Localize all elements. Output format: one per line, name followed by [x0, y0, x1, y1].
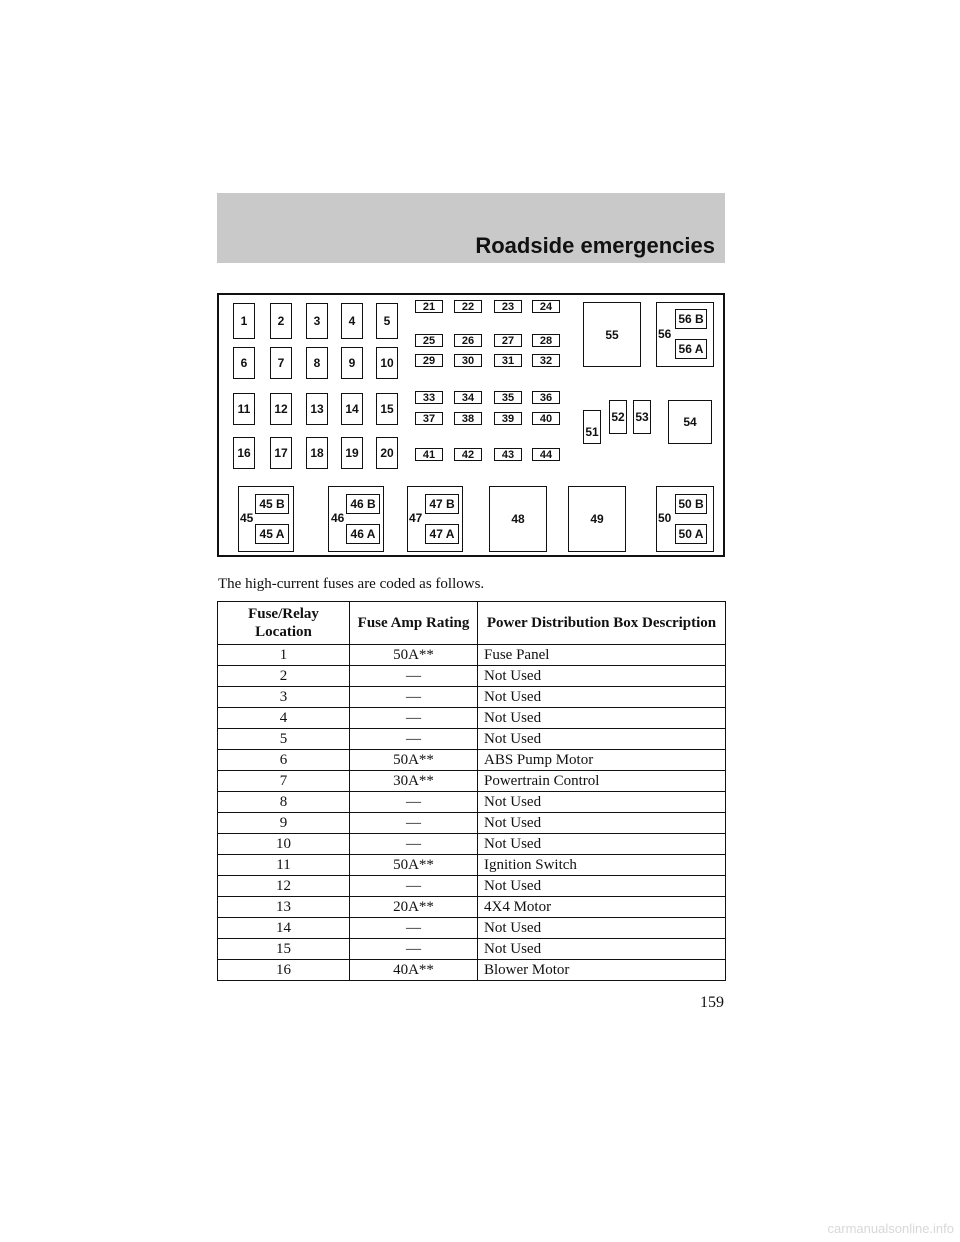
mini-fuse-39: 39 — [494, 412, 522, 425]
fuse-20: 20 — [376, 437, 398, 469]
relay-45a: 45 A — [255, 524, 289, 544]
cell-description: Blower Motor — [478, 960, 726, 981]
cell-amp-rating: — — [350, 834, 478, 855]
cell-amp-rating: 20A** — [350, 897, 478, 918]
table-row — [218, 960, 726, 981]
relay-56a: 56 A — [675, 339, 707, 359]
table-row — [218, 813, 726, 834]
relay-46-label: 46 — [331, 511, 345, 525]
table-row — [218, 750, 726, 771]
table-row — [218, 939, 726, 960]
section-header — [217, 193, 725, 263]
fuse-13: 13 — [306, 393, 328, 425]
table-row — [218, 687, 726, 708]
cell-description: ABS Pump Motor — [478, 750, 726, 771]
cell-description: Not Used — [478, 792, 726, 813]
relay-50-label: 50 — [658, 511, 672, 525]
table-row — [218, 834, 726, 855]
mini-fuse-32: 32 — [532, 354, 560, 367]
footer-watermark: carmanualsonline.info — [827, 1221, 954, 1236]
mini-fuse-30: 30 — [454, 354, 482, 367]
cell-location: 14 — [218, 918, 350, 939]
relay-56b: 56 B — [675, 309, 707, 329]
mini-fuse-21: 21 — [415, 300, 443, 313]
relay-46b: 46 B — [346, 494, 380, 514]
cell-description: Powertrain Control — [478, 771, 726, 792]
cell-amp-rating: — — [350, 876, 478, 897]
mini-fuse-40: 40 — [532, 412, 560, 425]
cell-description: Not Used — [478, 939, 726, 960]
fuse-8: 8 — [306, 347, 328, 379]
cell-amp-rating: — — [350, 792, 478, 813]
table-row — [218, 918, 726, 939]
mini-fuse-26: 26 — [454, 334, 482, 347]
cell-amp-rating: 50A** — [350, 645, 478, 666]
fuse-14: 14 — [341, 393, 363, 425]
cell-location: 11 — [218, 855, 350, 876]
mini-fuse-33: 33 — [415, 391, 443, 404]
header-amp-rating: Fuse Amp Rating — [350, 602, 478, 645]
mini-fuse-41: 41 — [415, 448, 443, 461]
table-row — [218, 645, 726, 666]
cell-amp-rating: — — [350, 666, 478, 687]
cell-location: 13 — [218, 897, 350, 918]
mini-fuse-43: 43 — [494, 448, 522, 461]
fuse-box-diagram — [217, 293, 725, 557]
fuse-4: 4 — [341, 303, 363, 339]
cell-location: 8 — [218, 792, 350, 813]
cell-amp-rating: — — [350, 729, 478, 750]
cell-location: 12 — [218, 876, 350, 897]
cell-description: Not Used — [478, 687, 726, 708]
cell-description: Not Used — [478, 918, 726, 939]
fuse-table — [217, 601, 726, 981]
fuse-16: 16 — [233, 437, 255, 469]
mini-fuse-22: 22 — [454, 300, 482, 313]
table-row — [218, 897, 726, 918]
cell-amp-rating: 50A** — [350, 855, 478, 876]
cell-amp-rating: 50A** — [350, 750, 478, 771]
intro-text: The high-current fuses are coded as follows. — [218, 576, 485, 592]
table-row — [218, 708, 726, 729]
relay-47b: 47 B — [425, 494, 459, 514]
cell-description: Not Used — [478, 708, 726, 729]
relay-55: 55 — [583, 302, 641, 367]
cell-description: Not Used — [478, 666, 726, 687]
cell-location: 10 — [218, 834, 350, 855]
cell-amp-rating: — — [350, 939, 478, 960]
mini-fuse-24: 24 — [532, 300, 560, 313]
mini-fuse-31: 31 — [494, 354, 522, 367]
mini-fuse-34: 34 — [454, 391, 482, 404]
mini-fuse-42: 42 — [454, 448, 482, 461]
cell-location: 3 — [218, 687, 350, 708]
relay-49: 49 — [568, 486, 626, 552]
fuse-18: 18 — [306, 437, 328, 469]
fuse-9: 9 — [341, 347, 363, 379]
relay-53: 53 — [633, 400, 651, 434]
fuse-5: 5 — [376, 303, 398, 339]
relay-52: 52 — [609, 400, 627, 434]
cell-location: 1 — [218, 645, 350, 666]
cell-description: Ignition Switch — [478, 855, 726, 876]
section-title: Roadside emergencies — [475, 233, 715, 258]
relay-50a: 50 A — [675, 524, 707, 544]
mini-fuse-27: 27 — [494, 334, 522, 347]
table-row — [218, 666, 726, 687]
fuse-table-body — [218, 645, 726, 981]
fuse-15: 15 — [376, 393, 398, 425]
relay-45b: 45 B — [255, 494, 289, 514]
mini-fuse-38: 38 — [454, 412, 482, 425]
relay-51: 51 — [583, 410, 601, 444]
cell-location: 5 — [218, 729, 350, 750]
table-header-row — [218, 602, 726, 645]
mini-fuse-29: 29 — [415, 354, 443, 367]
fuse-11: 11 — [233, 393, 255, 425]
cell-location: 16 — [218, 960, 350, 981]
header-location: Fuse/Relay Location — [218, 602, 350, 645]
relay-47a: 47 A — [425, 524, 459, 544]
cell-description: 4X4 Motor — [478, 897, 726, 918]
cell-location: 15 — [218, 939, 350, 960]
cell-location: 7 — [218, 771, 350, 792]
table-row — [218, 876, 726, 897]
fuse-3: 3 — [306, 303, 328, 339]
fuse-1: 1 — [233, 303, 255, 339]
cell-location: 2 — [218, 666, 350, 687]
cell-description: Not Used — [478, 729, 726, 750]
fuse-10: 10 — [376, 347, 398, 379]
mini-fuse-44: 44 — [532, 448, 560, 461]
table-row — [218, 855, 726, 876]
page-number: 159 — [700, 994, 724, 1011]
mini-fuse-37: 37 — [415, 412, 443, 425]
relay-50b: 50 B — [675, 494, 707, 514]
fuse-7: 7 — [270, 347, 292, 379]
table-row — [218, 771, 726, 792]
relay-46a: 46 A — [346, 524, 380, 544]
mini-fuse-35: 35 — [494, 391, 522, 404]
cell-location: 4 — [218, 708, 350, 729]
cell-amp-rating: — — [350, 687, 478, 708]
fuse-17: 17 — [270, 437, 292, 469]
fuse-19: 19 — [341, 437, 363, 469]
mini-fuse-23: 23 — [494, 300, 522, 313]
table-row — [218, 792, 726, 813]
cell-amp-rating: — — [350, 918, 478, 939]
cell-description: Not Used — [478, 813, 726, 834]
header-description: Power Distribution Box Description — [478, 602, 726, 645]
relay-54: 54 — [668, 400, 712, 444]
cell-amp-rating: 40A** — [350, 960, 478, 981]
relay-47-label: 47 — [409, 511, 423, 525]
fuse-2: 2 — [270, 303, 292, 339]
cell-location: 9 — [218, 813, 350, 834]
cell-description: Not Used — [478, 834, 726, 855]
cell-description: Not Used — [478, 876, 726, 897]
relay-48: 48 — [489, 486, 547, 552]
mini-fuse-28: 28 — [532, 334, 560, 347]
table-row — [218, 729, 726, 750]
mini-fuse-36: 36 — [532, 391, 560, 404]
cell-description: Fuse Panel — [478, 645, 726, 666]
fuse-12: 12 — [270, 393, 292, 425]
cell-amp-rating: — — [350, 813, 478, 834]
cell-location: 6 — [218, 750, 350, 771]
relay-56-label: 56 — [658, 327, 672, 341]
fuse-6: 6 — [233, 347, 255, 379]
relay-45-label: 45 — [240, 511, 254, 525]
cell-amp-rating: 30A** — [350, 771, 478, 792]
mini-fuse-25: 25 — [415, 334, 443, 347]
cell-amp-rating: — — [350, 708, 478, 729]
